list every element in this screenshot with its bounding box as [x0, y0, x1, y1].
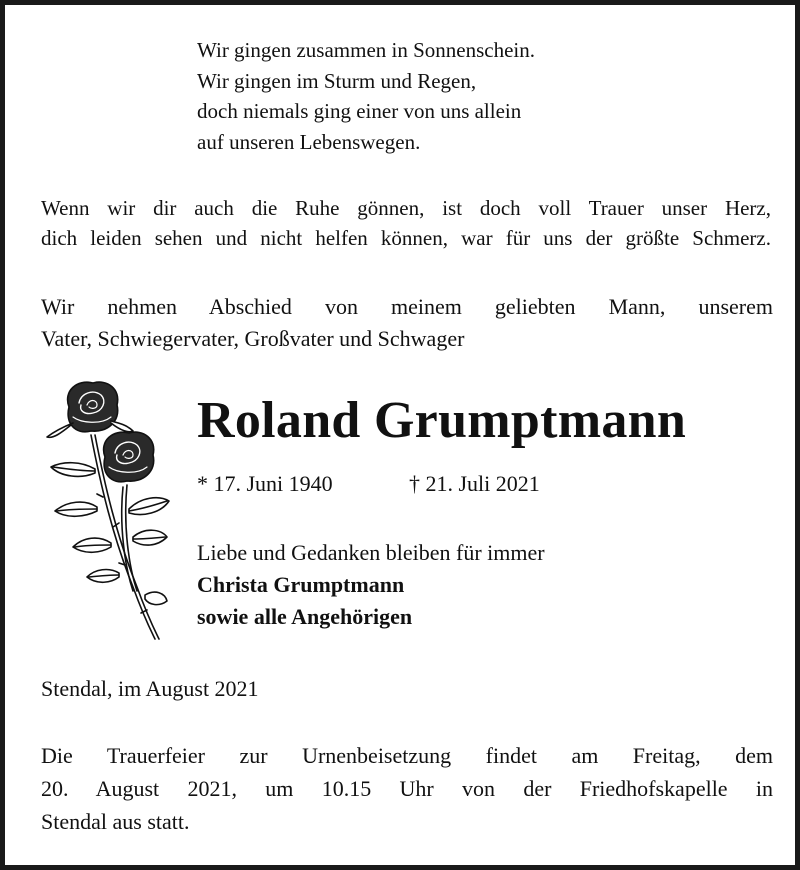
- service-line: 20. August 2021, um 10.15 Uhr von der Friedhofskapelle in: [41, 776, 773, 801]
- mourners: [197, 537, 545, 633]
- verse: [41, 193, 771, 253]
- life-dates: [197, 469, 540, 499]
- deceased-name: Roland Grumptmann: [197, 392, 687, 449]
- verse-line: dich leiden sehen und nicht helfen können, war für uns der größte Schmerz.: [41, 226, 771, 250]
- poem-line: Wir gingen zusammen in Sonnenschein.: [197, 38, 535, 62]
- poem-line: auf unseren Lebenswegen.: [197, 129, 421, 154]
- farewell-line: Vater, Schwiegervater, Großvater und Schwager: [41, 326, 465, 351]
- rose-icon: [41, 377, 171, 647]
- mourner-others: sowie alle Angehörigen: [197, 604, 413, 629]
- poem: [197, 35, 535, 157]
- service-announcement: [41, 739, 773, 838]
- place-date: Stendal, im August 2021: [41, 676, 259, 701]
- farewell-line: Wir nehmen Abschied von meinem geliebten Mann, unserem: [41, 294, 773, 319]
- service-line: Die Trauerfeier zur Urnenbeisetzung findet am Freitag, dem: [41, 743, 773, 768]
- service-line: Stendal aus statt.: [41, 809, 190, 834]
- death-date: † 21. Juli 2021: [409, 471, 540, 496]
- farewell-text: [41, 291, 773, 355]
- poem-line: Wir gingen im Sturm und Regen,: [197, 68, 477, 93]
- mourner-spouse: Christa Grumptmann: [197, 572, 405, 597]
- birth-date: * 17. Juni 1940: [197, 471, 333, 496]
- poem-line: doch niemals ging einer von uns allein: [197, 99, 522, 123]
- verse-line: Wenn wir dir auch die Ruhe gönnen, ist doch voll Trauer unser Herz,: [41, 196, 771, 220]
- mourners-intro: Liebe und Gedanken bleiben für immer: [197, 540, 545, 565]
